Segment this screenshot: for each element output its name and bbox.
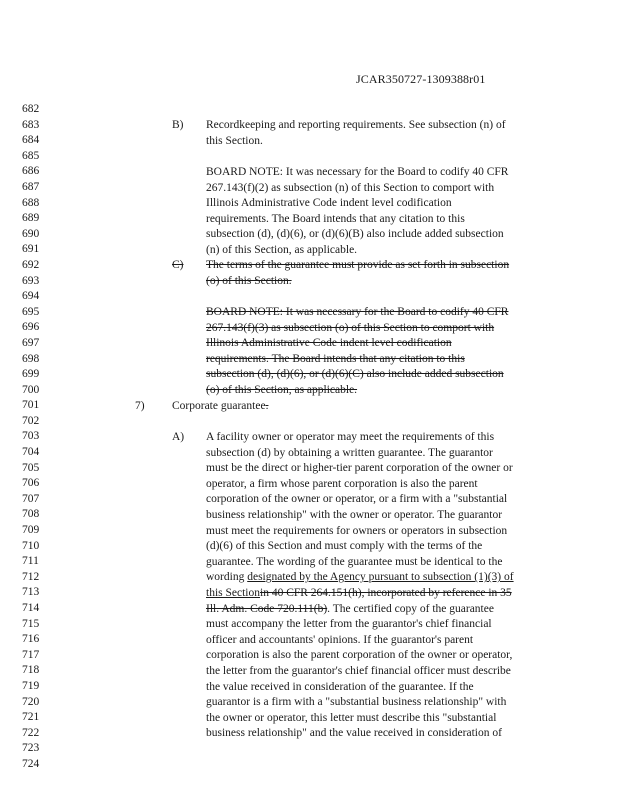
text-line: business relationship" and the value received in consideration of	[206, 727, 502, 740]
text-line: Illinois Administrative Code indent level codification	[206, 197, 452, 210]
line-number: 697	[22, 336, 40, 349]
line-number: 694	[22, 290, 40, 303]
text-line	[206, 586, 546, 602]
line-number: 718	[22, 664, 40, 677]
line-number: 689	[22, 212, 40, 225]
section-b-text	[206, 118, 546, 149]
line-number: 723	[22, 742, 40, 755]
text-continuation: . The certified copy of the guarantee	[327, 602, 494, 615]
text-line: must accompany the letter from the guarantor's chief financial	[206, 618, 492, 631]
text-line: The terms of the guarantee must provide as set forth in subsection	[206, 259, 510, 271]
text-line: subsection (d) by obtaining a written guarantee. The guarantor	[206, 446, 493, 459]
line-number: 696	[22, 321, 40, 334]
line-number: 687	[22, 180, 40, 193]
section-a-body	[206, 430, 546, 742]
text-line: must meet the requirements for owners or operators in subsection	[206, 524, 508, 537]
line-number: 695	[22, 305, 40, 318]
line-number: 722	[22, 726, 40, 739]
text-line: guarantor is a firm with a "substantial business relationship" with	[206, 696, 507, 709]
line-number: 703	[22, 430, 40, 443]
text-line: officer and accountants' opinions. If the guarantor's parent	[206, 633, 474, 646]
text-line: corporation is also the parent corporation of the owner or operator,	[206, 649, 513, 662]
line-number: 698	[22, 352, 40, 365]
line-number: 715	[22, 617, 40, 630]
line-number: 708	[22, 508, 40, 521]
line-number: 693	[22, 274, 40, 287]
text-line: must be the direct or higher-tier parent corporation of the owner or	[206, 462, 513, 475]
section-c-board-note	[206, 305, 546, 399]
text-line: (n) of this Section, as applicable.	[206, 243, 358, 256]
line-number: 721	[22, 711, 40, 724]
text-line: the owner or operator, this letter must describe this "substantial	[206, 711, 497, 724]
section-b-board-note	[206, 165, 546, 259]
line-number: 709	[22, 524, 40, 537]
line-number: 683	[22, 118, 40, 131]
line-number: 682	[22, 103, 40, 115]
wording-prefix: wording	[206, 571, 248, 584]
section-c-text	[206, 258, 546, 289]
line-number: 701	[22, 399, 40, 412]
line-number: 700	[22, 383, 40, 396]
text-line: Illinois Administrative Code indent level codification	[206, 337, 452, 350]
line-number: 684	[22, 134, 40, 147]
text-line: (o) of this Section, as applicable.	[206, 383, 358, 396]
line-number: 692	[22, 258, 40, 271]
text-line: guarantee. The wording of the guarantee must be identical to the	[206, 555, 503, 568]
text-line	[206, 570, 546, 586]
inserted-text: this Section	[206, 586, 260, 599]
line-number: 719	[22, 679, 40, 692]
section-7-label: 7)	[135, 400, 145, 412]
inserted-text: designated by the Agency pursuant to subsection (1)(3) of	[247, 571, 514, 584]
text-line: Recordkeeping and reporting requirements. See subsection (n) of	[206, 119, 506, 131]
text-line: this Section.	[206, 134, 263, 147]
text-line: 267.143(f)(3) as subsection (o) of this Section to comport with	[206, 321, 495, 334]
text-line: A facility owner or operator may meet the requirements of this	[206, 431, 495, 443]
line-number-column	[22, 102, 62, 773]
line-number: 714	[22, 602, 40, 614]
line-number: 710	[22, 539, 40, 552]
line-number: 707	[22, 492, 40, 505]
line-number: 685	[22, 149, 40, 162]
text-line: 267.143(f)(2) as subsection (n) of this Section to comport with	[206, 181, 495, 194]
line-number: 711	[22, 555, 39, 568]
deleted-period: .	[265, 400, 269, 412]
line-number: 712	[22, 570, 40, 583]
text-line: corporation of the owner or operator, or a firm with a "substantial	[206, 493, 508, 506]
line-number: 691	[22, 243, 40, 256]
text-line: (d)(6) of this Section and must comply with the terms of the	[206, 540, 483, 553]
line-number: 713	[22, 586, 40, 599]
line-number: 706	[22, 477, 40, 490]
text-line: the value received in consideration of the guarantee. If the	[206, 680, 474, 693]
text-line: requirements. The Board intends that any citation to this	[206, 212, 465, 225]
deleted-text: in 40 CFR 264.151(h), incorporated by reference in 35	[260, 586, 512, 599]
line-number: 724	[22, 757, 40, 770]
section-a-label: A)	[172, 431, 185, 443]
section-7-title-text: Corporate guarantee	[172, 400, 266, 412]
line-number: 705	[22, 461, 40, 474]
text-line: the letter from the guarantor's chief financial officer must describe	[206, 664, 511, 677]
text-line: BOARD NOTE: It was necessary for the Board to codify 40 CFR	[206, 306, 509, 318]
text-line: (o) of this Section.	[206, 274, 292, 287]
line-number: 702	[22, 414, 40, 427]
text-line: BOARD NOTE: It was necessary for the Board to codify 40 CFR	[206, 166, 509, 178]
line-number: 688	[22, 196, 40, 209]
text-line: subsection (d), (d)(6), or (d)(6)(C) also include added subsection	[206, 368, 504, 381]
text-line: subsection (d), (d)(6), or (d)(6)(B) also include added subsection	[206, 228, 504, 241]
text-line: business relationship" with the owner or operator. The guarantor	[206, 508, 503, 521]
section-b-label: B)	[172, 119, 184, 131]
document-id: JCAR350727-1309388r01	[356, 72, 486, 86]
text-line: operator, a firm whose parent corporation is also the parent	[206, 477, 478, 490]
line-number: 686	[22, 165, 40, 178]
section-c-label: C)	[172, 259, 184, 271]
line-number: 704	[22, 446, 40, 459]
text-line	[206, 602, 546, 618]
line-number: 699	[22, 368, 40, 381]
line-number: 690	[22, 227, 40, 240]
line-number: 720	[22, 695, 40, 708]
text-line: requirements. The Board intends that any citation to this	[206, 352, 465, 365]
line-number: 717	[22, 648, 40, 661]
section-7-title	[172, 399, 268, 415]
line-number: 716	[22, 633, 40, 646]
deleted-text: Ill. Adm. Code 720.111(b)	[206, 602, 328, 615]
